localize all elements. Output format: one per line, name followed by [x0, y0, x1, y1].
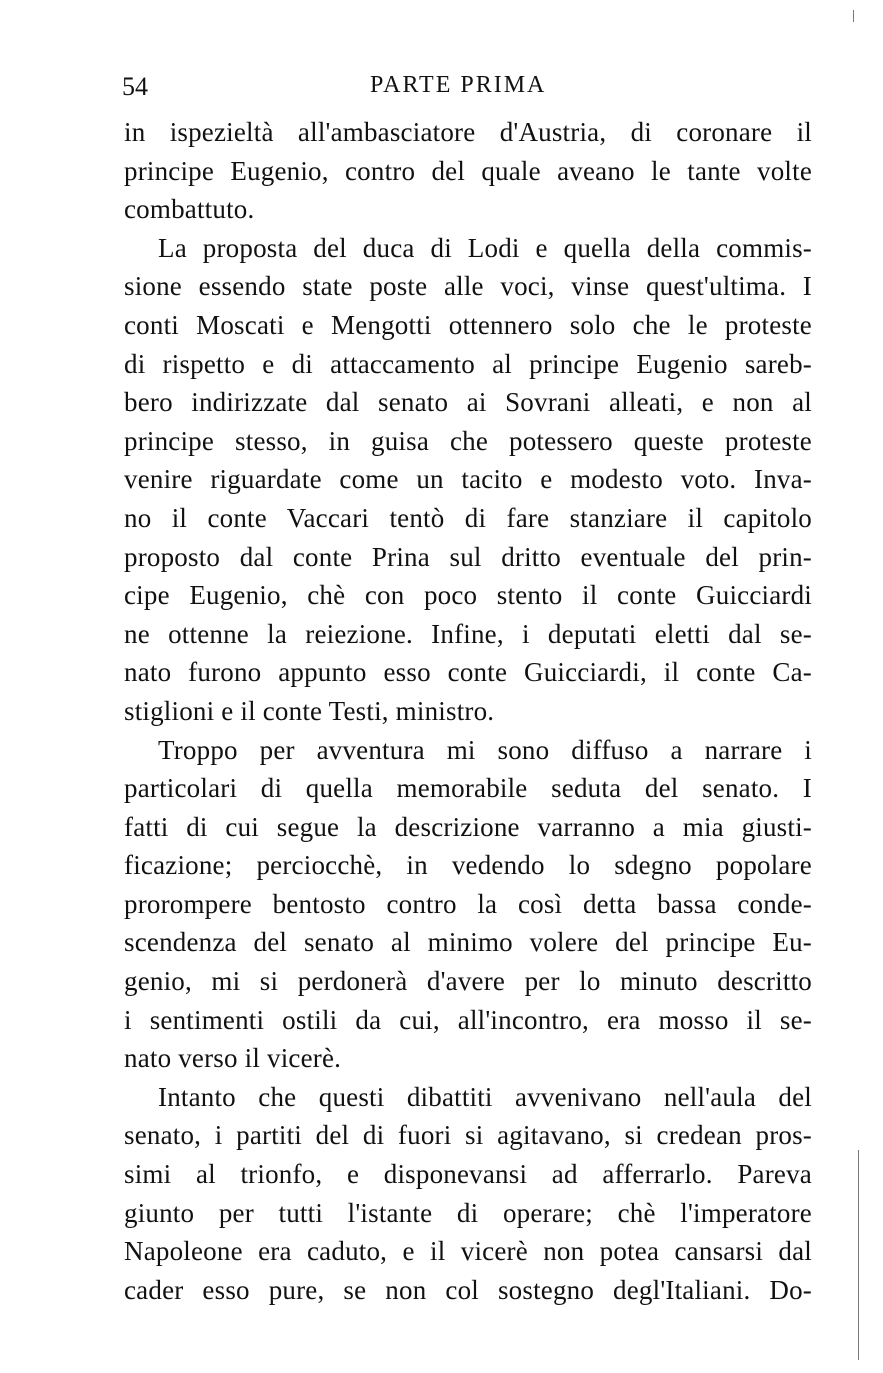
running-head: PARTE PRIMA [370, 72, 547, 98]
text-line: bero indirizzate dal senato ai Sovrani alleati, e non al [124, 387, 812, 418]
text-line: Intanto che questi dibattiti avvenivano nell'aula del [158, 1081, 812, 1112]
text-line: cader esso pure, se non col sostegno degl'Italiani. Do- [124, 1274, 812, 1305]
text-line: di rispetto e di attaccamento al principe Eugenio sareb- [124, 348, 812, 379]
text-line: i sentimenti ostili da cui, all'incontro, era mosso il se- [124, 1004, 812, 1035]
text-line: combattuto. [124, 194, 255, 225]
scan-edge-mark [858, 1150, 859, 1360]
text-line: prorompere bentosto contro la così detta bassa conde- [124, 888, 812, 919]
text-line: Troppo per avventura mi sono diffuso a narrare i [158, 734, 812, 765]
text-line: stiglioni e il conte Testi, ministro. [124, 695, 495, 726]
text-line: venire riguardate come un tacito e modesto voto. Inva- [124, 464, 812, 495]
page-number: 54 [122, 72, 148, 101]
text-line: conti Moscati e Mengotti ottennero solo che le proteste [124, 309, 812, 340]
text-line: cipe Eugenio, chè con poco stento il conte Guicciardi [124, 580, 812, 611]
text-line: sione essendo state poste alle voci, vinse quest'ultima. I [124, 271, 812, 302]
text-line: nato furono appunto esso conte Guicciardi, il conte Ca- [124, 657, 812, 688]
text-line: giunto per tutti l'istante di operare; chè l'imperatore [124, 1197, 812, 1228]
text-line: simi al trionfo, e disponevansi ad afferrarlo. Pareva [124, 1159, 812, 1190]
text-line: ficazione; perciocchè, in vedendo lo sdegno popolare [124, 850, 812, 881]
text-line: principe Eugenio, contro del quale aveano le tante volte [124, 155, 812, 186]
text-line: La proposta del duca di Lodi e quella della commis- [158, 232, 812, 263]
text-line: in ispezieltà all'ambasciatore d'Austria, di coronare il [124, 117, 812, 147]
text-line: ne ottenne la reiezione. Infine, i deputati eletti dal se- [124, 618, 812, 649]
page-header [122, 72, 812, 112]
scan-edge-mark [853, 10, 854, 22]
text-line: Napoleone era caduto, e il vicerè non potea cansarsi dal [124, 1236, 812, 1267]
text-line: proposto dal conte Prina sul dritto eventuale del prin- [124, 541, 812, 572]
text-line: nato verso il vicerè. [124, 1043, 342, 1074]
text-line: senato, i partiti del di fuori si agitavano, si credean pros- [124, 1120, 812, 1151]
text-line: no il conte Vaccari tentò di fare stanziare il capitolo [124, 502, 812, 533]
text-line: fatti di cui segue la descrizione varranno a mia giusti- [124, 811, 812, 842]
text-line: genio, mi si perdonerà d'avere per lo minuto descritto [124, 966, 812, 997]
body-text [124, 113, 812, 1309]
text-line: particolari di quella memorabile seduta del senato. I [124, 773, 812, 804]
text-line: scendenza del senato al minimo volere del principe Eu- [124, 927, 812, 958]
text-line: principe stesso, in guisa che potessero queste proteste [124, 425, 812, 456]
